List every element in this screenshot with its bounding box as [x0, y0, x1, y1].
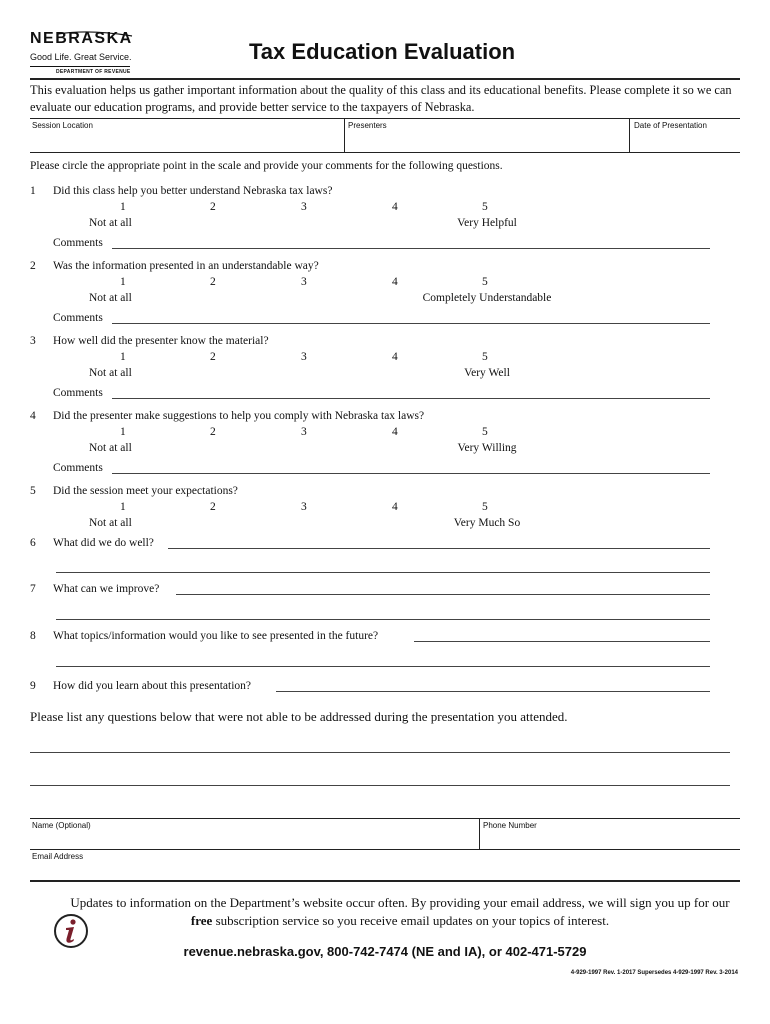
scale-high-label: Completely Understandable: [422, 292, 552, 304]
question-text: Did the presenter make suggestions to help you comply with Nebraska tax laws?: [53, 410, 425, 422]
logo-wordmark: NEBRASKA: [30, 30, 133, 47]
notice-text: subscription service so you receive email updates on your topics of interest.: [212, 913, 610, 928]
intro-paragraph: This evaluation helps us gather important information about the quality of this class and its educational benefits. Please complete it so we can evaluate our education programs, and provide better service to the taxpayers of Nebraska.: [30, 83, 732, 114]
scale-point-5[interactable]: 5: [482, 201, 488, 213]
session-location-field[interactable]: [30, 119, 344, 151]
title-rule: [30, 78, 740, 80]
comments-label: Comments: [53, 387, 103, 399]
comments-label: Comments: [53, 462, 103, 474]
answer-line[interactable]: [276, 691, 710, 692]
scale-point-3[interactable]: 3: [301, 351, 307, 363]
form-number: 4-929-1997 Rev. 1-2017 Supersedes 4-929-1997 Rev. 3-2014: [570, 970, 738, 976]
answer-line[interactable]: [176, 594, 710, 595]
scale-point-4[interactable]: 4: [392, 351, 398, 363]
email-field[interactable]: [30, 850, 740, 880]
question-text: Did the session meet your expectations?: [53, 485, 238, 497]
logo-department: DEPARTMENT OF REVENUE: [56, 69, 131, 75]
email-label: Email Address: [32, 852, 84, 861]
scale-point-1[interactable]: 1: [120, 201, 126, 213]
scale-high-label: Very Well: [464, 367, 510, 379]
answer-line[interactable]: [30, 752, 730, 753]
question-text: How well did the presenter know the material?: [53, 335, 269, 347]
contact-info: revenue.nebraska.gov, 800-742-7474 (NE and IA), or 402-471-5729: [183, 944, 587, 959]
scale-point-5[interactable]: 5: [482, 426, 488, 438]
question-text: What topics/information would you like to see presented in the future?: [53, 630, 379, 642]
scale-point-4[interactable]: 4: [392, 201, 398, 213]
scale-high-label: Very Much So: [453, 517, 521, 529]
answer-line[interactable]: [56, 572, 710, 573]
scale-high-label: Very Helpful: [457, 217, 517, 229]
comments-line[interactable]: [112, 398, 710, 399]
scale-point-3[interactable]: 3: [301, 201, 307, 213]
notice-text: Updates to information on the Department’s website occur often. By providing your email address, we will sign you up for our: [70, 895, 730, 910]
logo-tagline: Good Life. Great Service.: [30, 52, 132, 62]
scale-point-2[interactable]: 2: [210, 426, 216, 438]
scale-point-5[interactable]: 5: [482, 501, 488, 513]
scale-point-4[interactable]: 4: [392, 426, 398, 438]
question-text: What can we improve?: [53, 583, 160, 595]
date-label: Date of Presentation: [634, 121, 707, 130]
scale-point-3[interactable]: 3: [301, 501, 307, 513]
question-number: 6: [30, 537, 36, 549]
comments-line[interactable]: [112, 323, 710, 324]
scale-point-1[interactable]: 1: [120, 351, 126, 363]
scale-point-2[interactable]: 2: [210, 201, 216, 213]
scale-point-3[interactable]: 3: [301, 276, 307, 288]
scale-low-label: Not at all: [89, 292, 132, 304]
unanswered-prompt: Please list any questions below that were not able to be addressed during the presentation you attended.: [30, 709, 568, 724]
phone-field[interactable]: [480, 819, 740, 849]
name-label: Name (Optional): [32, 821, 91, 830]
comments-label: Comments: [53, 237, 103, 249]
question-number: 2: [30, 260, 36, 272]
instructions: Please circle the appropriate point in the scale and provide your comments for the following questions.: [30, 160, 503, 172]
scale-low-label: Not at all: [89, 367, 132, 379]
scale-point-1[interactable]: 1: [120, 426, 126, 438]
answer-line[interactable]: [30, 785, 730, 786]
scale-point-5[interactable]: 5: [482, 351, 488, 363]
scale-point-4[interactable]: 4: [392, 276, 398, 288]
scale-low-label: Not at all: [89, 217, 132, 229]
session-location-label: Session Location: [32, 121, 93, 130]
presenters-field[interactable]: [345, 119, 629, 151]
question-text: How did you learn about this presentation?: [53, 680, 252, 692]
question-number: 5: [30, 485, 36, 497]
scale-low-label: Not at all: [89, 442, 132, 454]
scale-point-3[interactable]: 3: [301, 426, 307, 438]
name-field[interactable]: [30, 819, 479, 849]
scale-low-label: Not at all: [89, 517, 132, 529]
question-text: What did we do well?: [53, 537, 154, 549]
email-updates-notice: [60, 894, 740, 930]
date-field[interactable]: [630, 119, 740, 151]
answer-line[interactable]: [168, 548, 710, 549]
question-number: 7: [30, 583, 36, 595]
scale-point-1[interactable]: 1: [120, 501, 126, 513]
question-text: Was the information presented in an understandable way?: [53, 260, 319, 272]
scale-point-5[interactable]: 5: [482, 276, 488, 288]
presenters-label: Presenters: [348, 121, 387, 130]
logo-swoosh-icon: [30, 30, 135, 52]
comments-label: Comments: [53, 312, 103, 324]
contact-bottom-rule: [30, 880, 740, 882]
answer-line[interactable]: [56, 619, 710, 620]
scale-point-2[interactable]: 2: [210, 276, 216, 288]
scale-point-2[interactable]: 2: [210, 501, 216, 513]
phone-label: Phone Number: [483, 821, 537, 830]
question-number: 8: [30, 630, 36, 642]
comments-line[interactable]: [112, 473, 710, 474]
question-number: 3: [30, 335, 36, 347]
notice-free: free: [190, 913, 213, 928]
answer-line[interactable]: [414, 641, 710, 642]
logo-divider: [30, 66, 130, 67]
page-title: Tax Education Evaluation: [249, 39, 516, 64]
scale-point-1[interactable]: 1: [120, 276, 126, 288]
scale-point-4[interactable]: 4: [392, 501, 398, 513]
scale-point-2[interactable]: 2: [210, 351, 216, 363]
question-number: 4: [30, 410, 36, 422]
answer-line[interactable]: [56, 666, 710, 667]
question-number: 9: [30, 680, 36, 692]
question-text: Did this class help you better understand Nebraska tax laws?: [53, 185, 333, 197]
question-number: 1: [30, 185, 36, 197]
comments-line[interactable]: [112, 248, 710, 249]
scale-high-label: Very Willing: [457, 442, 517, 454]
